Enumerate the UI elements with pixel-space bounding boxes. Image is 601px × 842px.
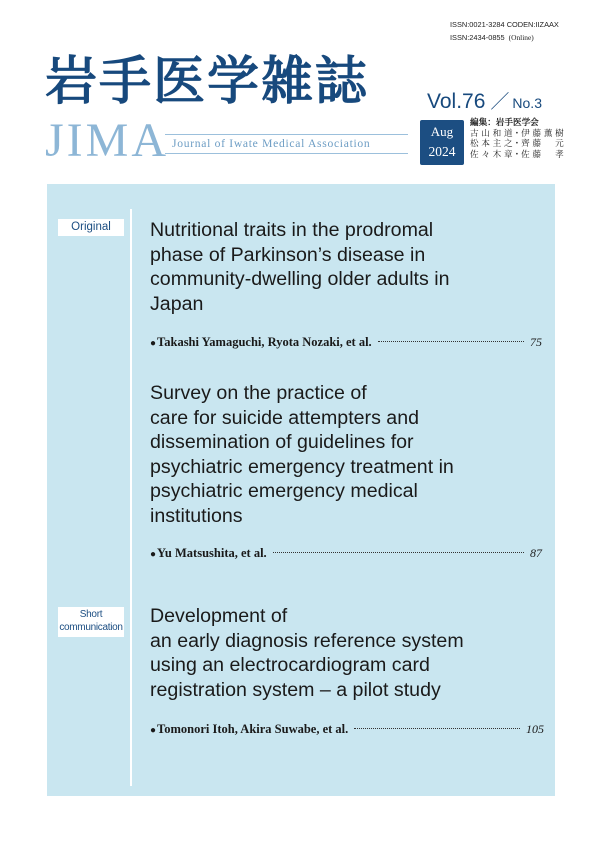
- article-title-line: Survey on the practice of: [150, 382, 367, 404]
- issn-online: [450, 33, 534, 42]
- volume-separator: ／: [490, 92, 510, 113]
- article-page: 87: [530, 546, 542, 560]
- bullet-icon: ●: [150, 725, 157, 736]
- issn-online-label: (Online): [508, 33, 534, 42]
- article-title-line: an early diagnosis reference system: [150, 629, 464, 652]
- issue-number: No.3: [512, 95, 542, 111]
- article-title-line: Japan: [150, 292, 204, 315]
- editors-block: [470, 118, 564, 160]
- article-page: 75: [530, 335, 542, 349]
- article-title-line: using an electrocardiogram card: [150, 654, 430, 676]
- article-title-line: phase of Parkinson’s disease in: [150, 243, 426, 266]
- volume-number: [427, 87, 542, 114]
- journal-name-english: Journal of Iwate Medical Association: [172, 137, 371, 150]
- article-authors: Yu Matsushita, et al.: [157, 546, 267, 560]
- article-authors-row: [150, 546, 542, 562]
- category-line: communication: [59, 621, 123, 633]
- editor-line: 古 山 和 道・伊 藤 薫 樹: [470, 128, 564, 139]
- issue-year: 2024: [428, 144, 456, 159]
- article-title-line: psychiatric emergency medical: [150, 480, 418, 502]
- editor-line: 佐 々 木 章・佐 藤 孝: [470, 149, 564, 160]
- volume: Vol.76: [427, 90, 486, 113]
- journal-abbreviation: JIMA: [45, 114, 170, 167]
- article-title-line: community-dwelling older adults in: [150, 268, 450, 290]
- article-title[interactable]: [150, 604, 530, 702]
- issue-month: Aug: [430, 124, 454, 139]
- article-title-line: Development of: [150, 605, 288, 627]
- journal-title-japanese: 岩手医学雑誌: [45, 52, 370, 112]
- bullet-icon: ●: [150, 549, 157, 560]
- article-title-line: Nutritional traits in the prodromal: [150, 219, 434, 241]
- issue-date-badge: [420, 120, 464, 165]
- editor-line: 松 本 主 之・齊 藤 元: [470, 139, 564, 149]
- issn-online-number: ISSN:2434-0855: [450, 33, 505, 42]
- article-page: 105: [526, 722, 544, 736]
- article-title-line: psychiatric emergency treatment in: [150, 455, 454, 478]
- article-title-line: dissemination of guidelines for: [150, 431, 414, 453]
- article-title[interactable]: [150, 381, 530, 528]
- article-title[interactable]: [150, 218, 530, 316]
- article-title-line: registration system – a pilot study: [150, 678, 441, 701]
- article-authors: Tomonori Itoh, Akira Suwabe, et al.: [157, 722, 349, 736]
- editors-label: 編集：岩手医学会: [470, 118, 539, 128]
- article-title-line: care for suicide attempters and: [150, 406, 420, 429]
- contents-divider: [130, 209, 132, 786]
- issn-print: ISSN:0021-3284 CODEN:IIZAAX: [450, 20, 559, 29]
- category-line: Short: [79, 609, 103, 620]
- article-authors-row: [150, 722, 544, 738]
- leader-dots: [354, 728, 520, 729]
- category-badge-original: Original: [58, 219, 124, 236]
- bullet-icon: ●: [150, 338, 157, 349]
- article-authors: Takashi Yamaguchi, Ryota Nozaki, et al.: [157, 335, 372, 349]
- article-authors-row: [150, 335, 542, 351]
- article-title-line: institutions: [150, 504, 243, 527]
- category-badge-short-communication: [58, 607, 124, 637]
- leader-dots: [378, 341, 524, 342]
- leader-dots: [273, 552, 524, 553]
